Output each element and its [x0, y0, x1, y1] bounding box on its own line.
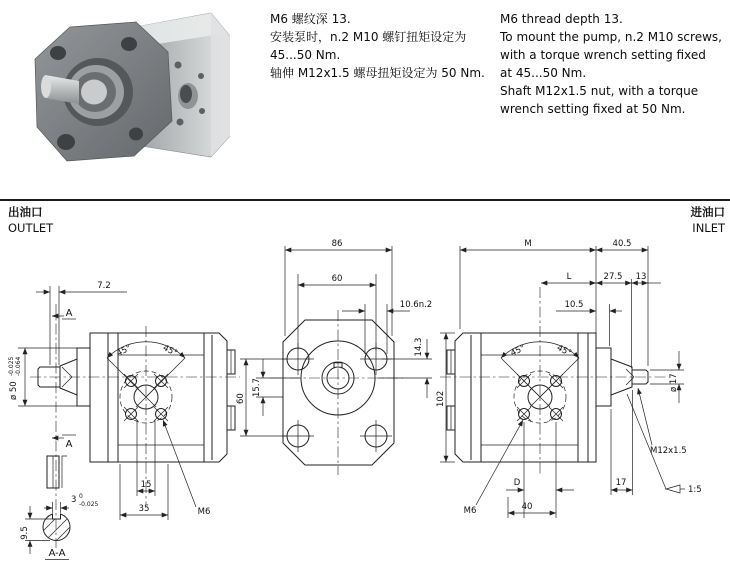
shaft-key-detail — [47, 456, 67, 488]
dim-label: 40 — [521, 502, 533, 512]
m6-callout-left — [163, 420, 210, 517]
dim-label: 14.3 — [414, 337, 424, 357]
note-line: To mount the pump, n.2 M10 screws, — [500, 30, 722, 44]
dim-label: 15 — [140, 480, 152, 490]
section-marker-top — [52, 308, 76, 319]
pump-photo-art — [15, 3, 230, 181]
dim-label: 40.5 — [612, 239, 632, 249]
left-side-view — [8, 281, 240, 560]
section-name: A-A — [48, 548, 66, 559]
dim-label: 102 — [436, 390, 446, 407]
technical-drawing — [0, 204, 730, 574]
inlet-label-en: INLET — [692, 221, 725, 235]
outlet-label-en: OUTLET — [8, 221, 54, 235]
thread-label: M6 — [463, 506, 477, 516]
note-line: at 45...50 Nm. — [500, 66, 587, 80]
dim-17 — [611, 390, 633, 495]
notes-chinese — [270, 10, 498, 82]
m12-callout — [638, 388, 687, 456]
dim-label: 9.5 — [20, 526, 30, 540]
dim-label: ø 17 — [669, 373, 679, 392]
note-line: 安装泵时，n.2 M10 螺钉扭矩设定为 — [270, 30, 467, 44]
dim-15-7 — [252, 359, 300, 416]
outlet-label-cn: 出油口 — [8, 205, 43, 219]
flange-bolt-holes — [282, 343, 392, 452]
dim-label: 10.6n.2 — [399, 300, 433, 310]
dim-tolerance: -0.025 — [79, 501, 99, 508]
section-aa-view — [38, 511, 72, 547]
taper-label: 1:5 — [688, 485, 702, 495]
dim-label: 17 — [615, 478, 627, 488]
section-label: A — [65, 439, 73, 450]
dim-label: L — [566, 272, 572, 282]
dim-tolerance: -0.025 — [8, 356, 15, 376]
dim-label: 10.5 — [564, 300, 584, 310]
section-marker-bottom — [52, 435, 76, 450]
m6-callout-right — [464, 420, 523, 516]
notes-english — [500, 10, 728, 118]
dim-60-top — [298, 274, 376, 350]
note-line: Shaft M12x1.5 nut, with a torque — [500, 84, 699, 98]
dim-label: M — [524, 239, 532, 249]
angle-label: 45° — [509, 343, 527, 359]
taper-callout — [627, 394, 702, 495]
dim-14-3 — [378, 338, 432, 398]
thread-label: M6 — [197, 507, 211, 517]
dim-tolerance: 0 — [79, 493, 83, 500]
dim-label: 35 — [138, 504, 150, 514]
section-label: A — [65, 308, 73, 319]
dim-label: 15.7 — [252, 378, 262, 397]
dim-shaft-dia — [8, 348, 77, 406]
inlet-label-cn: 进油口 — [690, 205, 725, 219]
dim-tolerance: -0.064 — [15, 356, 22, 376]
front-flange-view — [236, 239, 455, 475]
pump-photo — [15, 3, 230, 185]
note-line: 轴伸 M12x1.5 螺母扭矩设定为 50 Nm. — [270, 66, 485, 80]
dim-label: 7.2 — [97, 281, 111, 291]
dim-label: D — [513, 478, 521, 488]
dim-label: 60 — [331, 274, 343, 284]
note-line: M6 螺纹深 13. — [270, 12, 351, 26]
dim-15-35 — [120, 420, 168, 520]
angle-label: 45° — [115, 343, 133, 359]
dim-9-5 — [20, 506, 52, 554]
note-line: 45...50 Nm. — [270, 48, 341, 62]
dim-label: 3 — [71, 495, 77, 505]
note-line: with a torque wrench setting fixed — [500, 48, 706, 62]
dim-label: 13 — [635, 272, 647, 282]
note-line: wrench setting fixed at 50 Nm. — [500, 102, 686, 116]
right-side-view — [440, 239, 702, 518]
dim-label: 86 — [331, 239, 343, 249]
dim-label: ø 50 — [9, 381, 19, 400]
section-divider — [0, 199, 730, 201]
angle-label: 45° — [161, 343, 179, 359]
dim-label: 27.5 — [603, 272, 623, 282]
dim-label: 60 — [236, 393, 246, 404]
note-line: M6 thread depth 13. — [500, 12, 623, 26]
section-aa-title — [45, 548, 69, 560]
dim-102 — [436, 333, 455, 462]
thread-label: M12x1.5 — [650, 446, 687, 456]
angle-label: 45° — [555, 343, 573, 359]
dim-key-width — [44, 493, 99, 513]
